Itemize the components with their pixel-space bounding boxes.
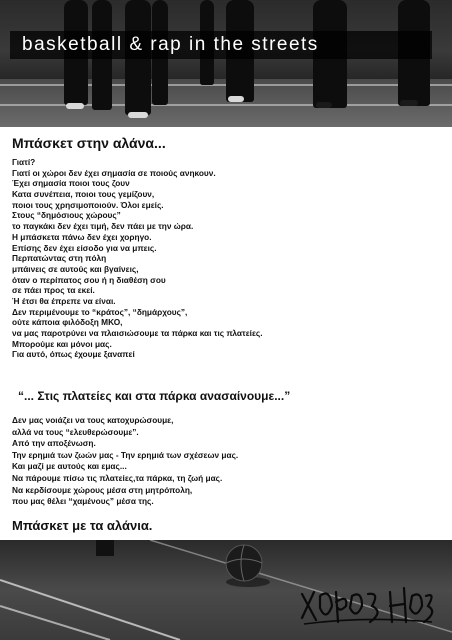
- shoe: [128, 112, 148, 118]
- text-line: Να κερδίσουμε χώρους μέσα στη μητρόπολη,: [12, 484, 193, 495]
- text-line: μπάινεις σε αυτούς και βγαίνεις,: [12, 263, 139, 274]
- text-line: Στους “δημόσιους χώρους”: [12, 210, 121, 221]
- text-line: αλλά να τους “ελευθερώσουμε”.: [12, 426, 139, 437]
- text-line: που μας θέλει “χαμένους” μέσα της.: [12, 496, 154, 507]
- text-line: ούτε κάποια φιλόδοξη ΜΚΟ,: [12, 317, 123, 328]
- text-line: Και μαζί με αυτούς και εμας...: [12, 461, 127, 472]
- shoe: [66, 103, 84, 109]
- text-line: Περπατώντας στη πόλη: [12, 253, 107, 264]
- pull-quote: “... Στις πλατείες και στα πάρκα ανασαίνουμε...”: [18, 389, 291, 403]
- text-line: Η μπάσκετα πάνω δεν έχει χορηγο.: [12, 231, 152, 242]
- text-line: Την ερημιά των ζωών μας - Την ερημιά των σχέσεων μας.: [12, 449, 239, 460]
- text-line: Επίσης δεν έχει είσοδο για να μπεις.: [12, 242, 157, 253]
- shoe: [316, 102, 332, 108]
- text-line: όταν ο περίπατος σου ή η διαθέση σου: [12, 274, 166, 285]
- text-line: Γιατί?: [12, 157, 36, 167]
- text-line: Κατα συνέπεια, ποιοι τους γεμίζουν,: [12, 189, 155, 200]
- closing-heading: Μπάσκετ με τα αλάνια.: [12, 518, 153, 533]
- text-line: Δεν μας νοιάζει να τους κατοχυρώσουμε,: [12, 415, 174, 425]
- section-heading: Μπάσκετ στην αλάνα...: [12, 135, 166, 151]
- text-line: Δεν περιμένουμε το “κράτος”, “δημάρχους”,: [12, 306, 188, 317]
- text-line: το παγκάκι δεν έχει τιμή, δεν πάει με την ώρα.: [12, 221, 194, 232]
- shoe: [400, 100, 418, 106]
- text-line: Έχει σημασία ποιοι τους ζουν: [12, 178, 130, 189]
- section-body: [12, 415, 442, 508]
- text-line: σε πάει προς τα εκεί.: [12, 285, 95, 296]
- page-title: basketball & rap in the streets: [22, 34, 319, 55]
- text-line: Ή έτσι θα έπρεπε να είναι.: [12, 295, 116, 306]
- signature-logo: [296, 578, 436, 630]
- section-body: [12, 157, 442, 360]
- header-photo: [0, 0, 452, 127]
- text-line: Να πάρουμε πίσω τις πλατείες,τα πάρκα, τη ζωή μας.: [12, 472, 223, 483]
- text-line: Από την αποξένωση.: [12, 438, 96, 449]
- text-line: ποιοι τους χρησιμοποιούν. Όλοι εμείς.: [12, 199, 164, 210]
- text-line: Γιατί οι χώροι δεν έχει σημασία σε ποιούς ανηκουν.: [12, 167, 216, 178]
- text-line: Μπορούμε και μόνοι μας.: [12, 338, 112, 349]
- shoe: [228, 96, 244, 102]
- text-line: Για αυτό, όπως έχουμε ξαναπεί: [12, 349, 135, 360]
- text-line: να μας παροτρύνει να πλαισιώσουμε τα πάρκα και τις πλατείες.: [12, 328, 263, 338]
